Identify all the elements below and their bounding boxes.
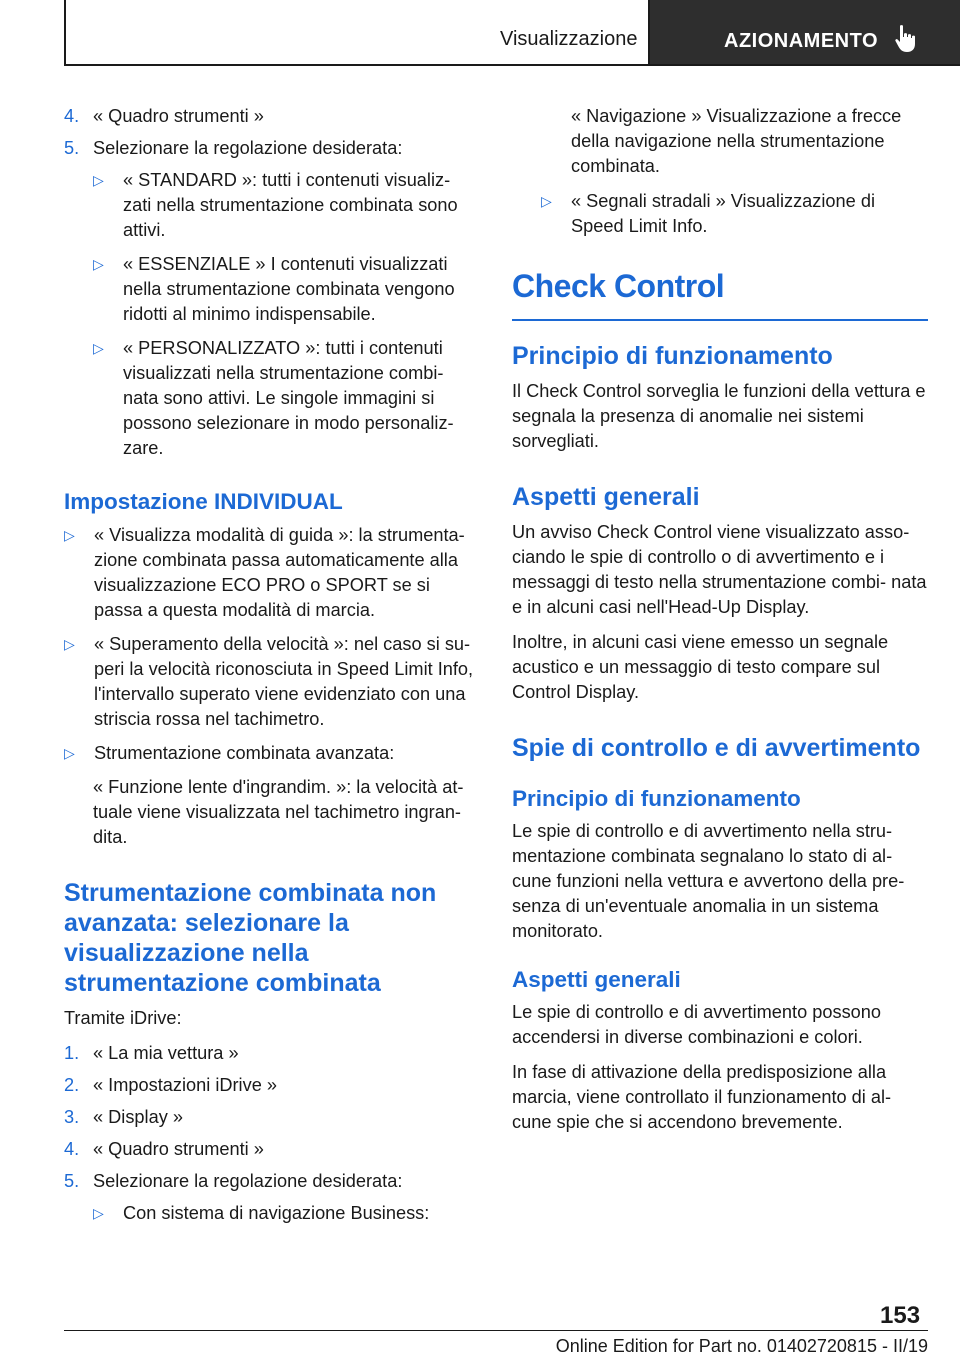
via-idrive-text: Tramite iDrive:	[64, 1008, 182, 1028]
bullet-continuation: « Funzione lente d'ingrandim. »: la velocità at‐ tuale viene visualizzata nel tachimetro ingran‐ dita.	[93, 777, 464, 847]
paragraph: Un avviso Check Control viene visualizzato asso‐ ciando le spie di controllo o di avvertimento e i messaggi di testo nella strumentazione combi‐ nata e in alcuni casi nell'Head-Up Display.	[512, 521, 927, 617]
heading-non-advanced: Strumentazione combinata non avanzata: selezionare la visualizzazione nella strumentazione combinata	[64, 879, 437, 997]
heading-aspetti: Aspetti generali	[512, 482, 700, 511]
title-rule	[512, 319, 928, 321]
heading-spie: Spie di controllo e di avvertimento	[512, 733, 921, 762]
paragraph: Le spie di controllo e di avvertimento possono accendersi in diverse combinazioni e colori.	[512, 1001, 882, 1047]
header-left-border	[64, 0, 66, 64]
triangle-bullet-icon: ▷	[93, 1205, 104, 1221]
section-tab-label[interactable]: Visualizzazione	[500, 28, 638, 50]
triangle-bullet-icon: ▷	[93, 256, 104, 272]
subheading-principio: Principio di funzionamento	[512, 785, 801, 811]
bullet-item: ▷ « ESSENZIALE » I contenuti visualizzati nella strumentazione combinata vengono ridotti al minimo indispensabile.	[64, 252, 478, 327]
bullet-item: ▷ Strumentazione combinata avanzata:	[64, 741, 478, 766]
left-column	[64, 104, 478, 1235]
triangle-bullet-icon: ▷	[93, 340, 104, 356]
footer-rule	[64, 1330, 928, 1331]
paragraph: Le spie di controllo e di avvertimento nella stru‐ mentazione combinata segnalano lo stato di al‐ cune funzioni nella vettura e avvertono della pre‐ senza di un'eventuale anomalia in un sistema monitorato.	[512, 820, 905, 941]
bullet-item: ▷ « PERSONALIZZATO »: tutti i contenuti visualizzati nella strumentazione combi‐ nata sono attivi. Le singole immagini si possono selezionare in modo personaliz‐ zare.	[64, 336, 478, 461]
triangle-bullet-icon: ▷	[64, 527, 75, 543]
heading-individual: Impostazione INDIVIDUAL	[64, 489, 343, 514]
chapter-label: AZIONAMENTO	[724, 30, 879, 52]
paragraph: In fase di attivazione della predisposizione alla marcia, viene controllato il funzionamento di al‐ cune spie che si accendono brevemente.	[512, 1061, 892, 1132]
heading-principio: Principio di funzionamento	[512, 341, 833, 370]
chapter-tab[interactable]	[650, 0, 960, 64]
header-rule	[64, 64, 960, 66]
bullet-item: ▷ Con sistema di navigazione Business:	[64, 1201, 478, 1226]
step-item: 1. « La mia vettura »	[64, 1043, 239, 1063]
step-item: 4. « Quadro strumenti »	[64, 106, 264, 126]
bullet-item: ▷ « Visualizza modalità di guida »: la strumenta‐ zione combinata passa automaticamente alla visualizzazione ECO PRO o SPORT se si passa a questa modalità di marcia.	[64, 523, 478, 623]
step-item: 3. « Display »	[64, 1107, 183, 1127]
step-item: 2. « Impostazioni iDrive »	[64, 1075, 277, 1095]
right-column	[512, 104, 928, 1145]
triangle-bullet-icon: ▷	[64, 636, 75, 652]
bullet-continuation: « Navigazione » Visualizzazione a frecce della navigazione nella strumentazione combinata.	[571, 106, 902, 176]
triangle-bullet-icon: ▷	[541, 193, 552, 209]
bullet-item: ▷ « Segnali stradali » Visualizzazione di Speed Limit Info.	[512, 189, 928, 239]
bullet-item: ▷ « Superamento della velocità »: nel caso si su‐ peri la velocità riconosciuta in Speed Limit Info, l'intervallo superato viene evidenziato con una striscia rossa nel tachimetro.	[64, 632, 478, 732]
paragraph: Inoltre, in alcuni casi viene emesso un segnale acustico e un messaggio di testo compare sul Control Display.	[512, 631, 889, 702]
paragraph: Il Check Control sorveglia le funzioni della vettura e segnala la presenza di anomalie nei sistemi sorvegliati.	[512, 380, 926, 451]
page-title-check-control: Check Control	[512, 268, 725, 304]
triangle-bullet-icon: ▷	[64, 745, 75, 761]
subheading-aspetti: Aspetti generali	[512, 966, 681, 992]
bullet-item: ▷ « STANDARD »: tutti i contenuti visualiz‐ zati nella strumentazione combinata sono attivi.	[64, 168, 478, 243]
page-number: 153	[880, 1302, 921, 1329]
step-item: 5. Selezionare la regolazione desiderata:	[64, 1171, 403, 1191]
step-item: 4. « Quadro strumenti »	[64, 1139, 264, 1159]
edition-info: Online Edition for Part no. 01402720815 - II/19	[555, 1336, 928, 1356]
hand-pointer-icon	[894, 24, 920, 54]
triangle-bullet-icon: ▷	[93, 172, 104, 188]
step-item: 5. Selezionare la regolazione desiderata:	[64, 138, 403, 158]
